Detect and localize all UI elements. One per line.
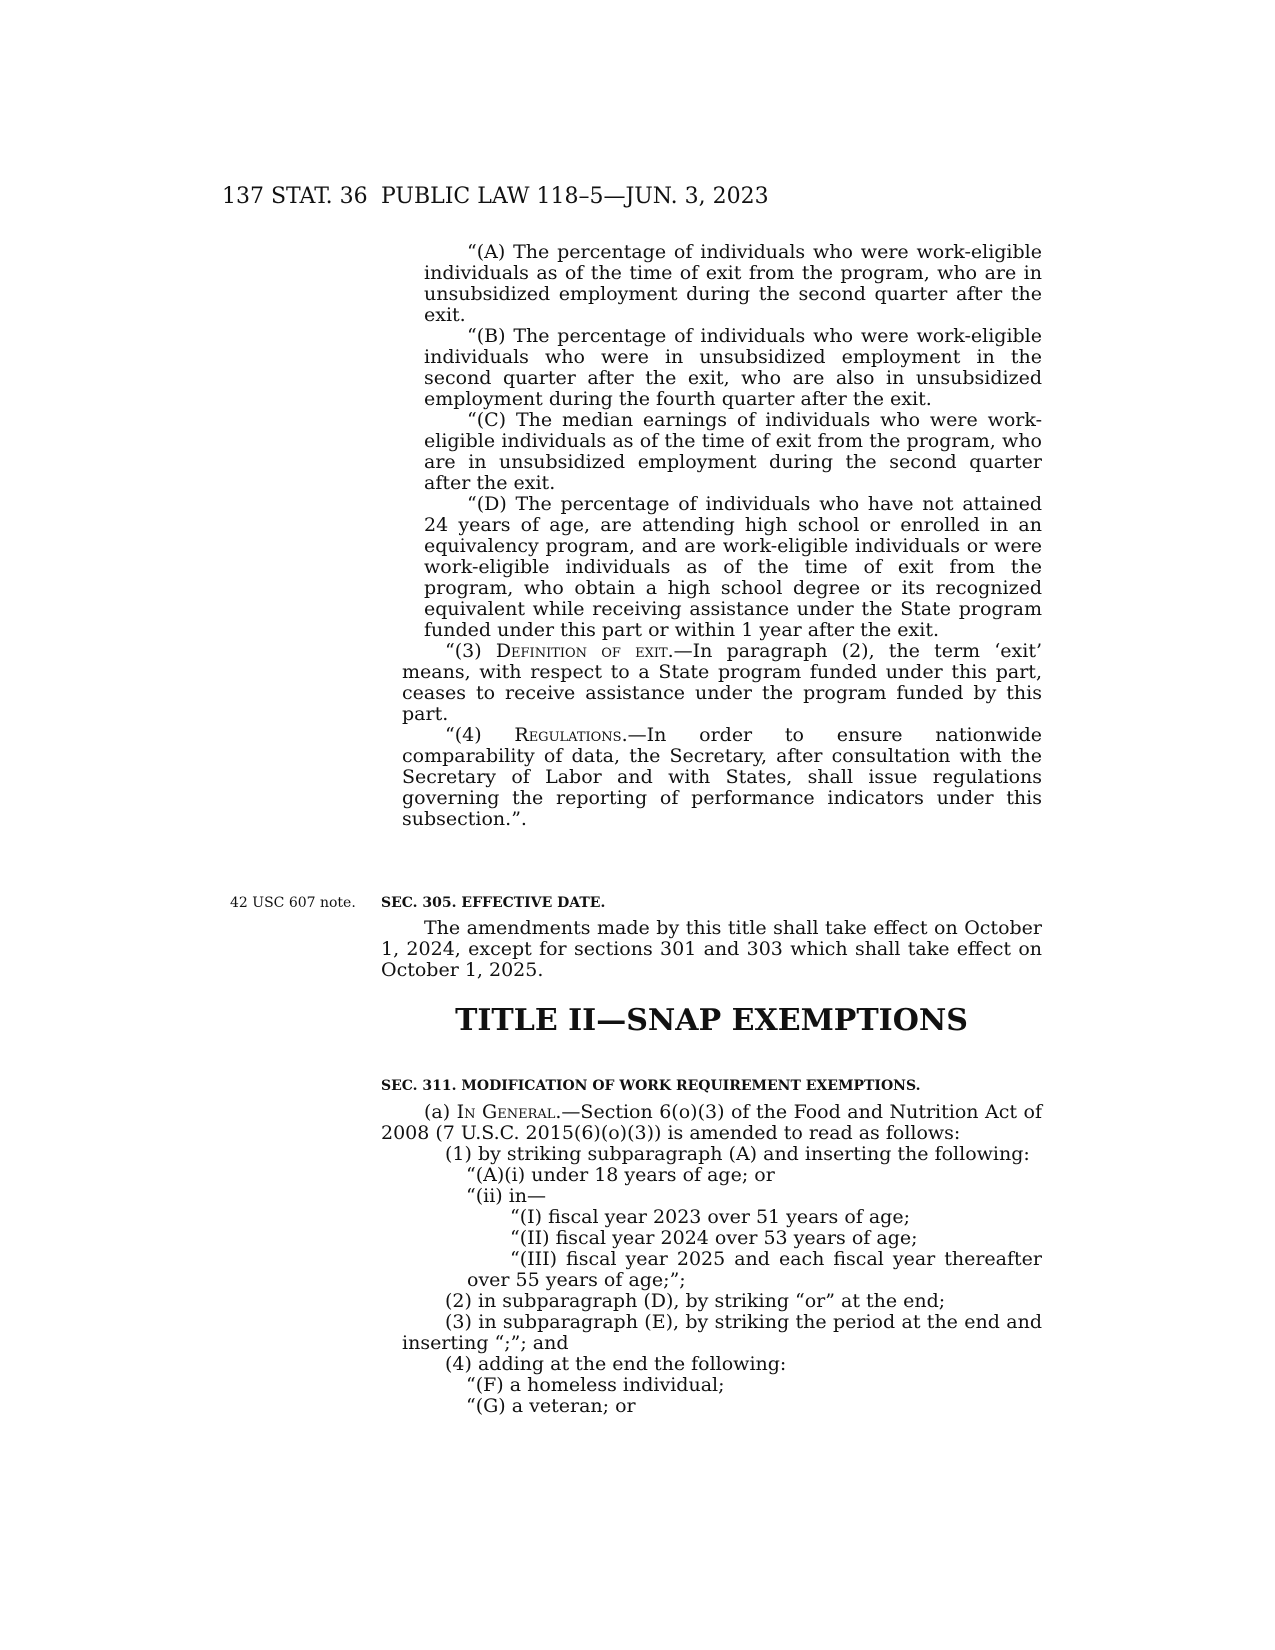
- paragraph-4-prefix: “(4): [445, 724, 515, 746]
- sec-305-heading: SEC. 305. EFFECTIVE DATE.: [381, 895, 606, 911]
- sec-305-text: The amendments made by this title shall take effect on October 1, 2024, except for sections 301 and 303 which shall take effect on October 1, 2025.: [381, 917, 1042, 981]
- sec-305-body: [381, 918, 1042, 981]
- subparagraph-a: “(A) The percentage of individuals who were work-eligible individuals as of the time of exit from the program, who are in unsubsidized employment during the second quarter after the exit.: [424, 241, 1042, 326]
- clause-ii: “(ii) in—: [466, 1185, 547, 1207]
- paragraph-4: [381, 725, 1042, 830]
- subclause-ii: “(II) fiscal year 2024 over 53 years of age;: [510, 1227, 918, 1249]
- page-reference: 137 STAT. 36: [222, 184, 368, 209]
- title-heading: TITLE II—SNAP EXEMPTIONS: [455, 1003, 968, 1038]
- paragraph-3: [381, 641, 1042, 725]
- paragraph-3-prefix: “(3): [445, 640, 496, 662]
- paragraph-4-text: .—In order to ensure nationwide comparability of data, the Secretary, after consultation with the Secretary of Labor and with States, shall issue regulations governing the reporting of performance indicators under this subsection.”.: [402, 724, 1042, 830]
- sec-311-intro-prefix: (a): [424, 1101, 457, 1123]
- paragraph-3-heading: Definition of exit: [495, 640, 668, 662]
- sec-311-intro: [381, 1102, 1042, 1144]
- subclause-i: “(I) fiscal year 2023 over 51 years of age;: [510, 1206, 910, 1228]
- item-2: (2) in subparagraph (D), by striking “or” at the end;: [445, 1290, 946, 1312]
- item-1: (1) by striking subparagraph (A) and inserting the following:: [445, 1143, 1030, 1165]
- subclause-iii: “(III) fiscal year 2025 and each fiscal year thereafter over 55 years of age;”;: [467, 1248, 1042, 1291]
- clause-f: “(F) a homeless individual;: [466, 1374, 725, 1396]
- paragraph-4-heading: Regulations: [514, 724, 622, 746]
- subparagraph-c: “(C) The median earnings of individuals who were work-eligible individuals as of the time of exit from the program, who are in unsubsidized employment during the second quarter after the exit.: [424, 409, 1042, 494]
- paragraph-3-text: .—In paragraph (2), the term ‘exit’ means, with respect to a State program funded under this part, ceases to receive assistance under the program funded by this part.: [402, 640, 1042, 725]
- continued-section-text: [381, 242, 1042, 830]
- sec-311-heading: SEC. 311. MODIFICATION OF WORK REQUIREMENT EXEMPTIONS.: [381, 1078, 921, 1094]
- sec-311-intro-heading: In General: [456, 1101, 556, 1123]
- margin-note: 42 USC 607 note.: [230, 895, 356, 911]
- item-4: (4) adding at the end the following:: [445, 1353, 787, 1375]
- subparagraph-d: “(D) The percentage of individuals who have not attained 24 years of age, are attending high school or enrolled in an equivalency program, and are work-eligible individuals or were work-eligible individuals as of the time of exit from the program, who obtain a high school degree or its recognized equivalent while receiving assistance under the State program funded under this part or within 1 year after the exit.: [424, 493, 1042, 641]
- clause-g: “(G) a veteran; or: [466, 1395, 636, 1417]
- sec-311-intro-text: .—Section 6(o)(3) of the Food and Nutrition Act of 2008 (7 U.S.C. 2015(6)(o)(3)) is amended to read as follows:: [381, 1101, 1042, 1144]
- running-head: PUBLIC LAW 118–5—JUN. 3, 2023: [381, 184, 769, 209]
- subparagraph-b: “(B) The percentage of individuals who were work-eligible individuals who were in unsubsidized employment in the second quarter after the exit, who are also in unsubsidized employment during the fourth quarter after the exit.: [424, 325, 1042, 410]
- clause-a: “(A)(i) under 18 years of age; or: [466, 1164, 775, 1186]
- item-3: (3) in subparagraph (E), by striking the period at the end and inserting “;”; and: [402, 1311, 1042, 1354]
- sec-311-body: [381, 1102, 1042, 1417]
